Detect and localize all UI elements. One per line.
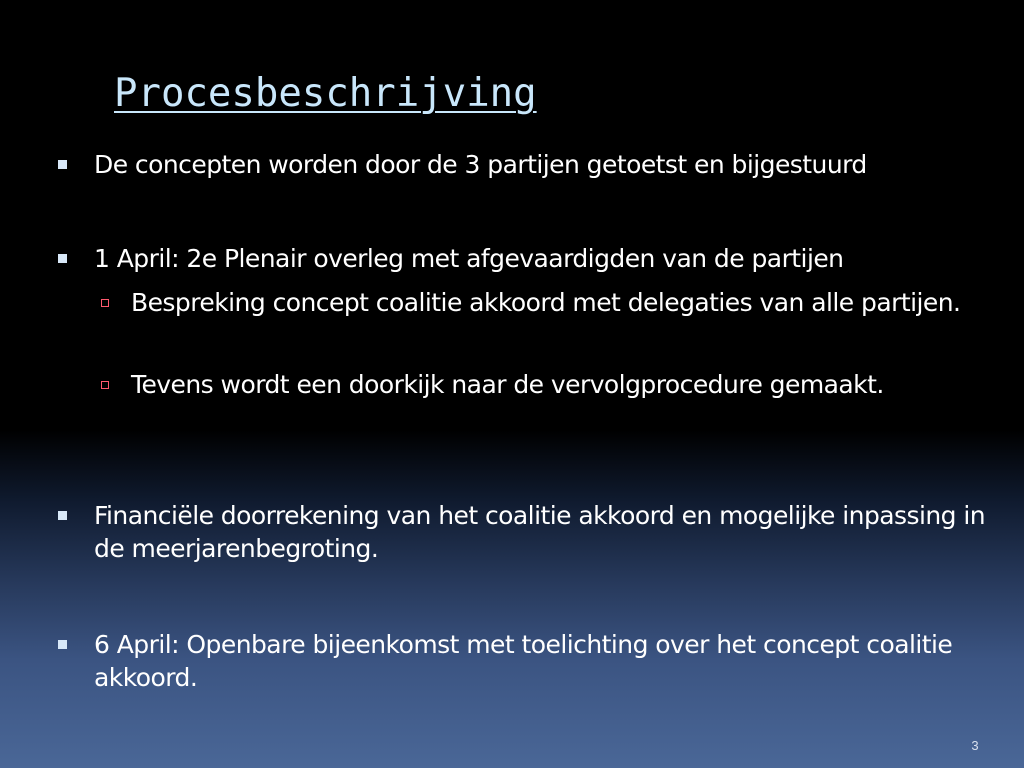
square-bullet-icon xyxy=(58,254,67,263)
square-bullet-icon xyxy=(58,640,67,649)
bullet-item xyxy=(94,148,994,181)
hollow-square-bullet-icon xyxy=(101,381,109,389)
sub-bullet-item xyxy=(131,285,991,321)
bullet-text: 6 April: Openbare bijeenkomst met toelichting over het concept coalitie akkoord. xyxy=(94,630,953,692)
bullet-text: 1 April: 2e Plenair overleg met afgevaardigden van de partijen xyxy=(94,244,844,273)
slide-number: 3 xyxy=(971,738,979,753)
bullet-text: Financiële doorrekening van het coalitie akkoord en mogelijke inpassing in de meerjarenbegroting. xyxy=(94,501,986,563)
bullet-item xyxy=(94,628,994,694)
bullet-text: De concepten worden door de 3 partijen getoetst en bijgestuurd xyxy=(94,150,867,179)
sub-bullet-item xyxy=(131,367,991,403)
bullet-item xyxy=(94,242,994,275)
square-bullet-icon xyxy=(58,160,67,169)
square-bullet-icon xyxy=(58,511,67,520)
slide-title: Procesbeschrijving xyxy=(114,71,537,116)
sub-bullet-text: Bespreking concept coalitie akkoord met delegaties van alle partijen. xyxy=(131,288,961,317)
bullet-item xyxy=(94,499,994,565)
sub-bullet-text: Tevens wordt een doorkijk naar de vervolgprocedure gemaakt. xyxy=(131,370,884,399)
hollow-square-bullet-icon xyxy=(101,299,109,307)
